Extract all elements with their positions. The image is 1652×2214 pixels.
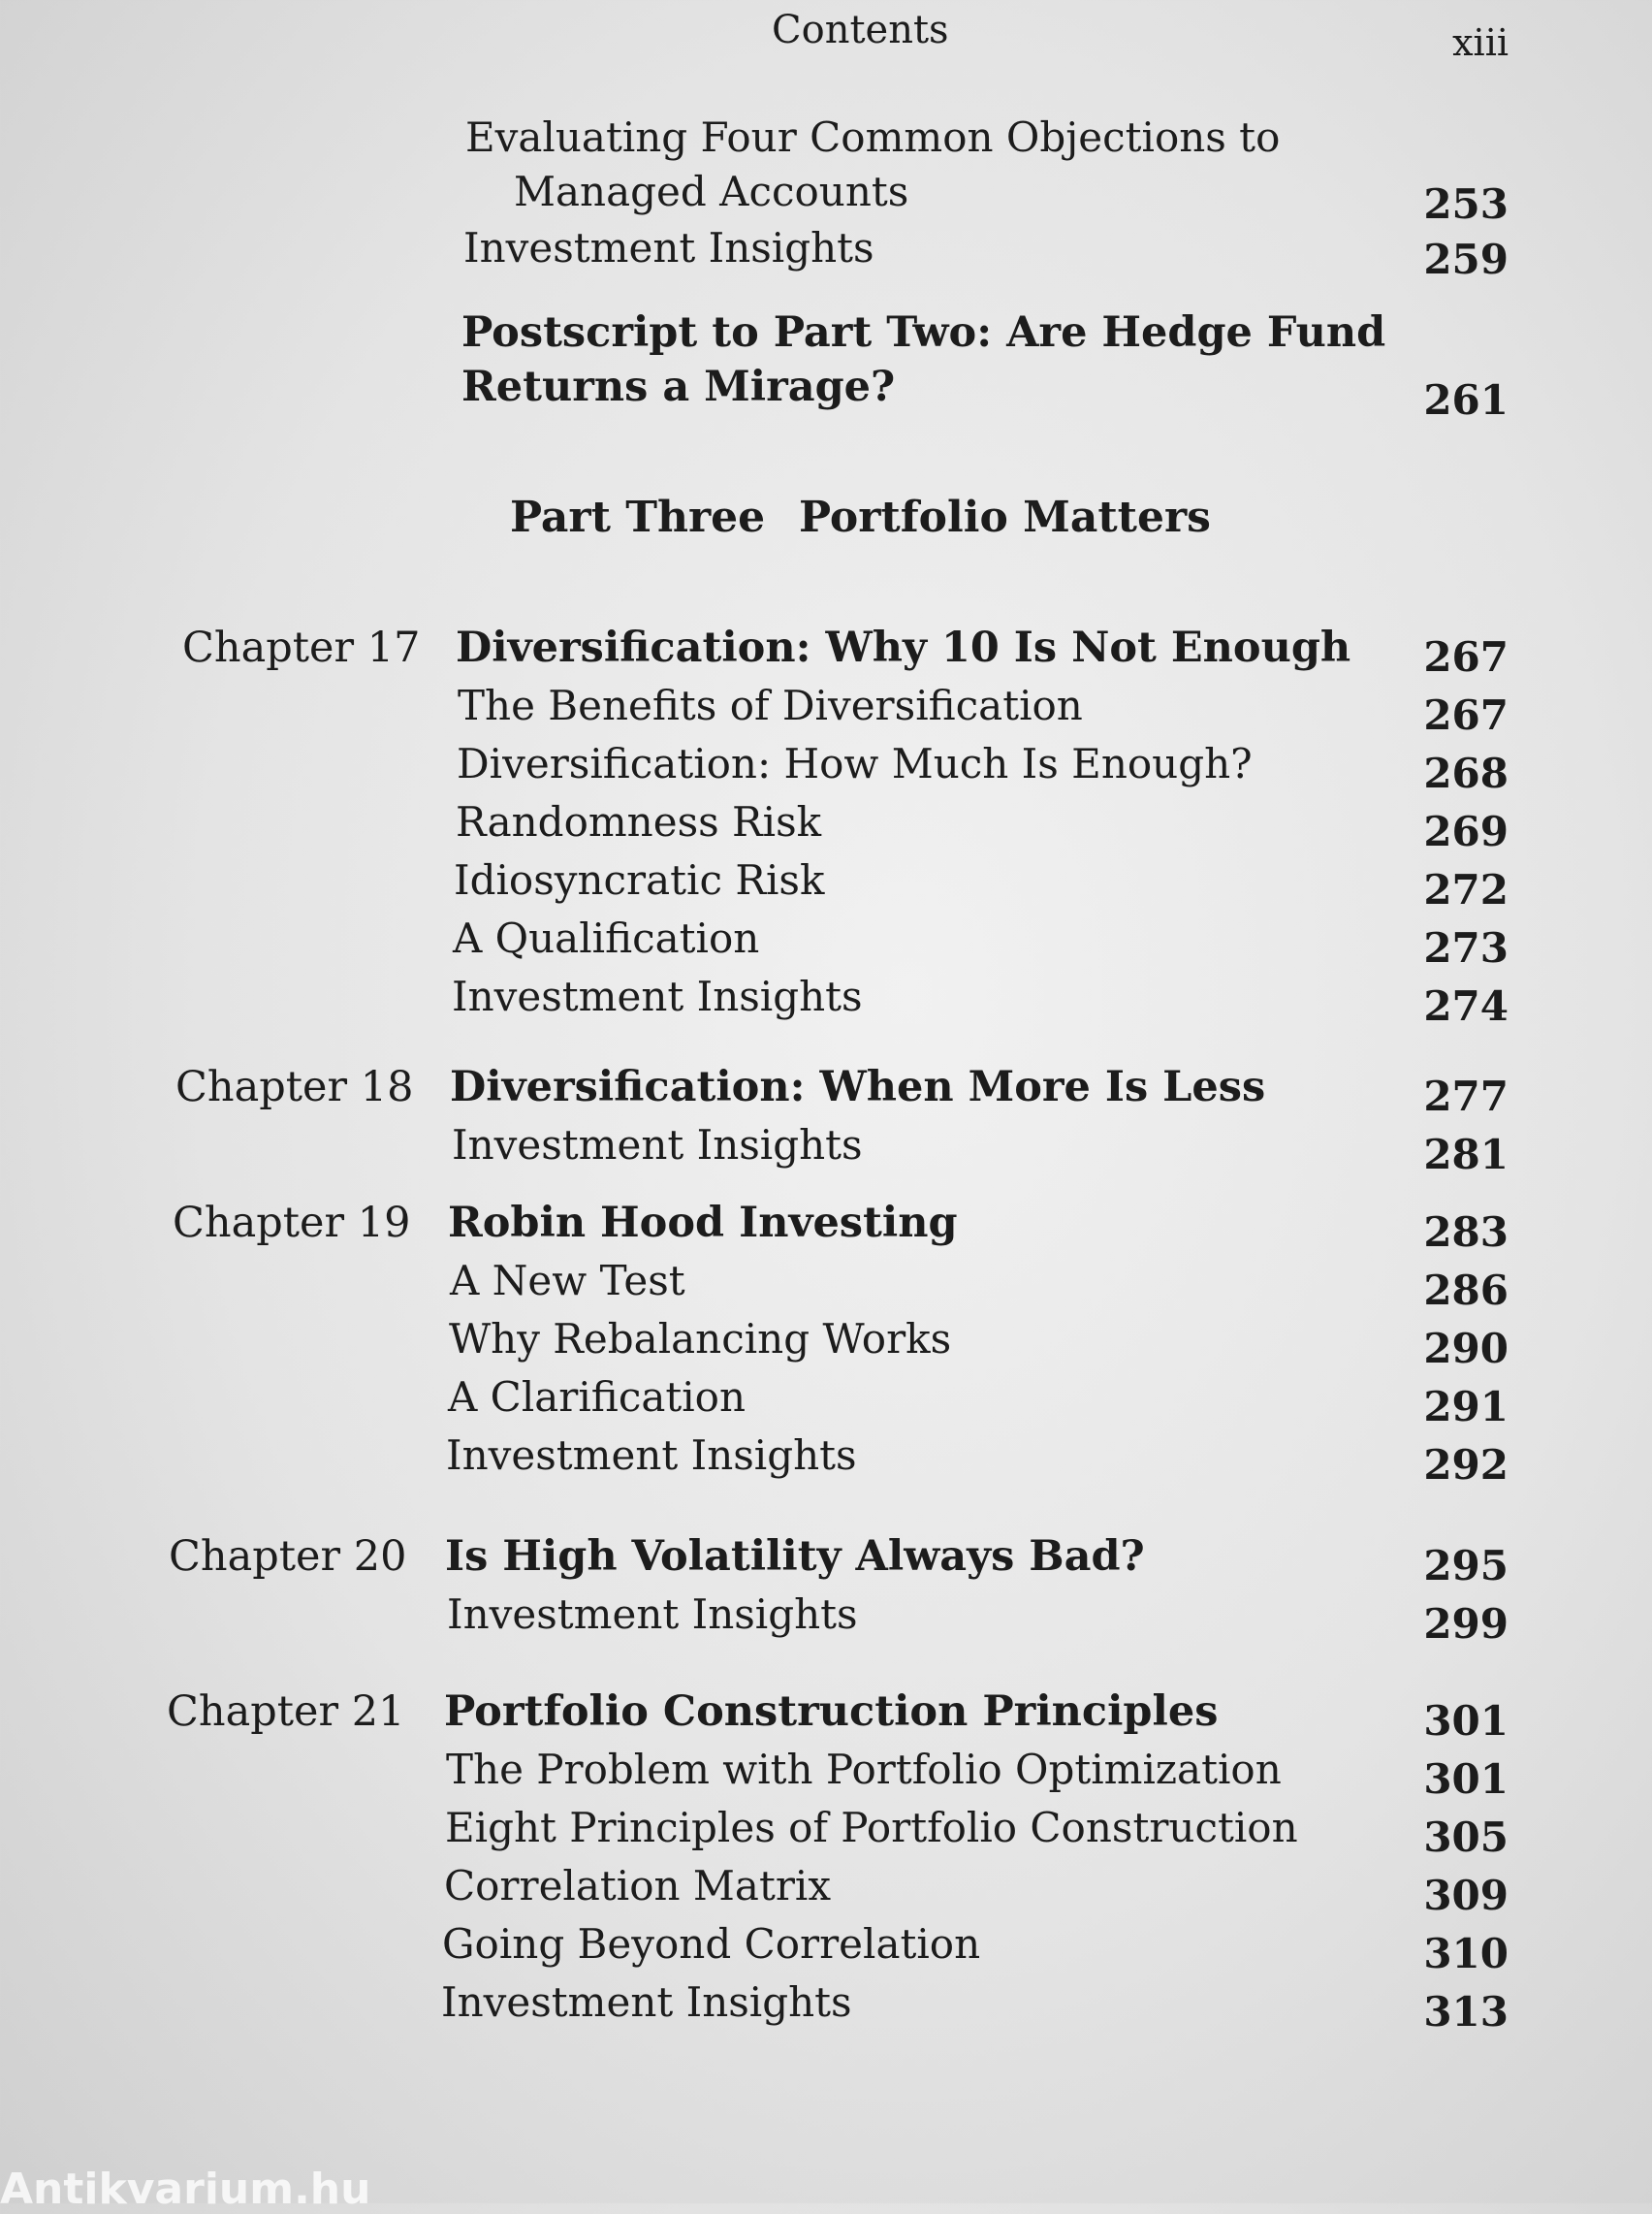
section-page-number: 309 (1423, 1872, 1509, 1919)
section-title: Randomness Risk (456, 798, 822, 846)
chapter-label: Chapter 20 (169, 1532, 407, 1581)
section-title: A Clarification (448, 1373, 747, 1421)
section-page-number: 301 (1423, 1755, 1509, 1803)
section-title: Investment Insights (441, 1978, 852, 2026)
section-title: Correlation Matrix (444, 1862, 832, 1909)
postscript-title-continued: Returns a Mirage? (461, 363, 896, 411)
chapter-page-number: 301 (1423, 1697, 1509, 1745)
section-page-number: 305 (1423, 1813, 1509, 1861)
running-head-page-number: xiii (1452, 21, 1509, 64)
section-page-number: 268 (1423, 750, 1509, 797)
chapter-label: Chapter 21 (167, 1687, 405, 1736)
chapter-page-number: 267 (1423, 633, 1509, 681)
chapter-page-number: 283 (1423, 1208, 1509, 1256)
section-page-number: 274 (1423, 982, 1509, 1030)
section-title: Investment Insights (446, 1431, 857, 1479)
section-title: A Qualification (453, 914, 760, 962)
section-title: Going Beyond Correlation (442, 1920, 981, 1968)
section-page-number: 299 (1423, 1600, 1509, 1648)
section-page-number: 267 (1423, 691, 1509, 739)
section-page-number: 286 (1423, 1267, 1509, 1314)
chapter-title: Portfolio Construction Principles (444, 1687, 1219, 1736)
chapter-label: Chapter 17 (182, 624, 421, 672)
section-title: Investment Insights (452, 1121, 863, 1169)
section-title: Investment Insights (447, 1590, 858, 1638)
postscript-title: Postscript to Part Two: Are Hedge Fund (461, 308, 1386, 357)
section-title: Investment Insights (452, 973, 863, 1020)
running-head-title: Contents (772, 8, 949, 52)
entry-title-continued: Managed Accounts (514, 168, 909, 215)
section-page-number: 313 (1423, 1988, 1509, 2036)
entry-title: Evaluating Four Common Objections to (465, 113, 1281, 161)
chapter-title: Is High Volatility Always Bad? (445, 1532, 1145, 1581)
section-page-number: 291 (1423, 1383, 1509, 1430)
section-page-number: 269 (1423, 808, 1509, 855)
chapter-title: Diversification: When More Is Less (450, 1063, 1266, 1111)
section-title: Idiosyncratic Risk (454, 856, 825, 904)
section-title: Diversification: How Much Is Enough? (457, 740, 1253, 787)
entry-page-number: 253 (1423, 180, 1509, 228)
part-title: Portfolio Matters (799, 493, 1211, 542)
chapter-label: Chapter 19 (173, 1199, 411, 1247)
section-title: Why Rebalancing Works (449, 1315, 952, 1363)
section-title: The Benefits of Diversification (458, 682, 1083, 729)
postscript-page-number: 261 (1423, 376, 1509, 424)
section-page-number: 272 (1423, 866, 1509, 914)
entry-page-number: 259 (1423, 236, 1509, 283)
entry-title: Investment Insights (463, 224, 874, 272)
section-title: A New Test (450, 1257, 685, 1304)
section-page-number: 292 (1423, 1441, 1509, 1489)
watermark: Antikvarium.hu (0, 2165, 371, 2214)
section-page-number: 310 (1423, 1930, 1509, 1977)
chapter-label: Chapter 18 (175, 1063, 414, 1111)
section-title: Eight Principles of Portfolio Construction (445, 1804, 1298, 1851)
section-page-number: 281 (1423, 1131, 1509, 1178)
chapter-title: Robin Hood Investing (448, 1199, 958, 1247)
chapter-page-number: 277 (1423, 1073, 1509, 1120)
section-title: The Problem with Portfolio Optimization (446, 1746, 1282, 1793)
section-page-number: 273 (1423, 924, 1509, 972)
chapter-page-number: 295 (1423, 1542, 1509, 1589)
section-page-number: 290 (1423, 1325, 1509, 1372)
chapter-title: Diversification: Why 10 Is Not Enough (456, 624, 1351, 672)
part-label: Part Three (510, 493, 766, 542)
